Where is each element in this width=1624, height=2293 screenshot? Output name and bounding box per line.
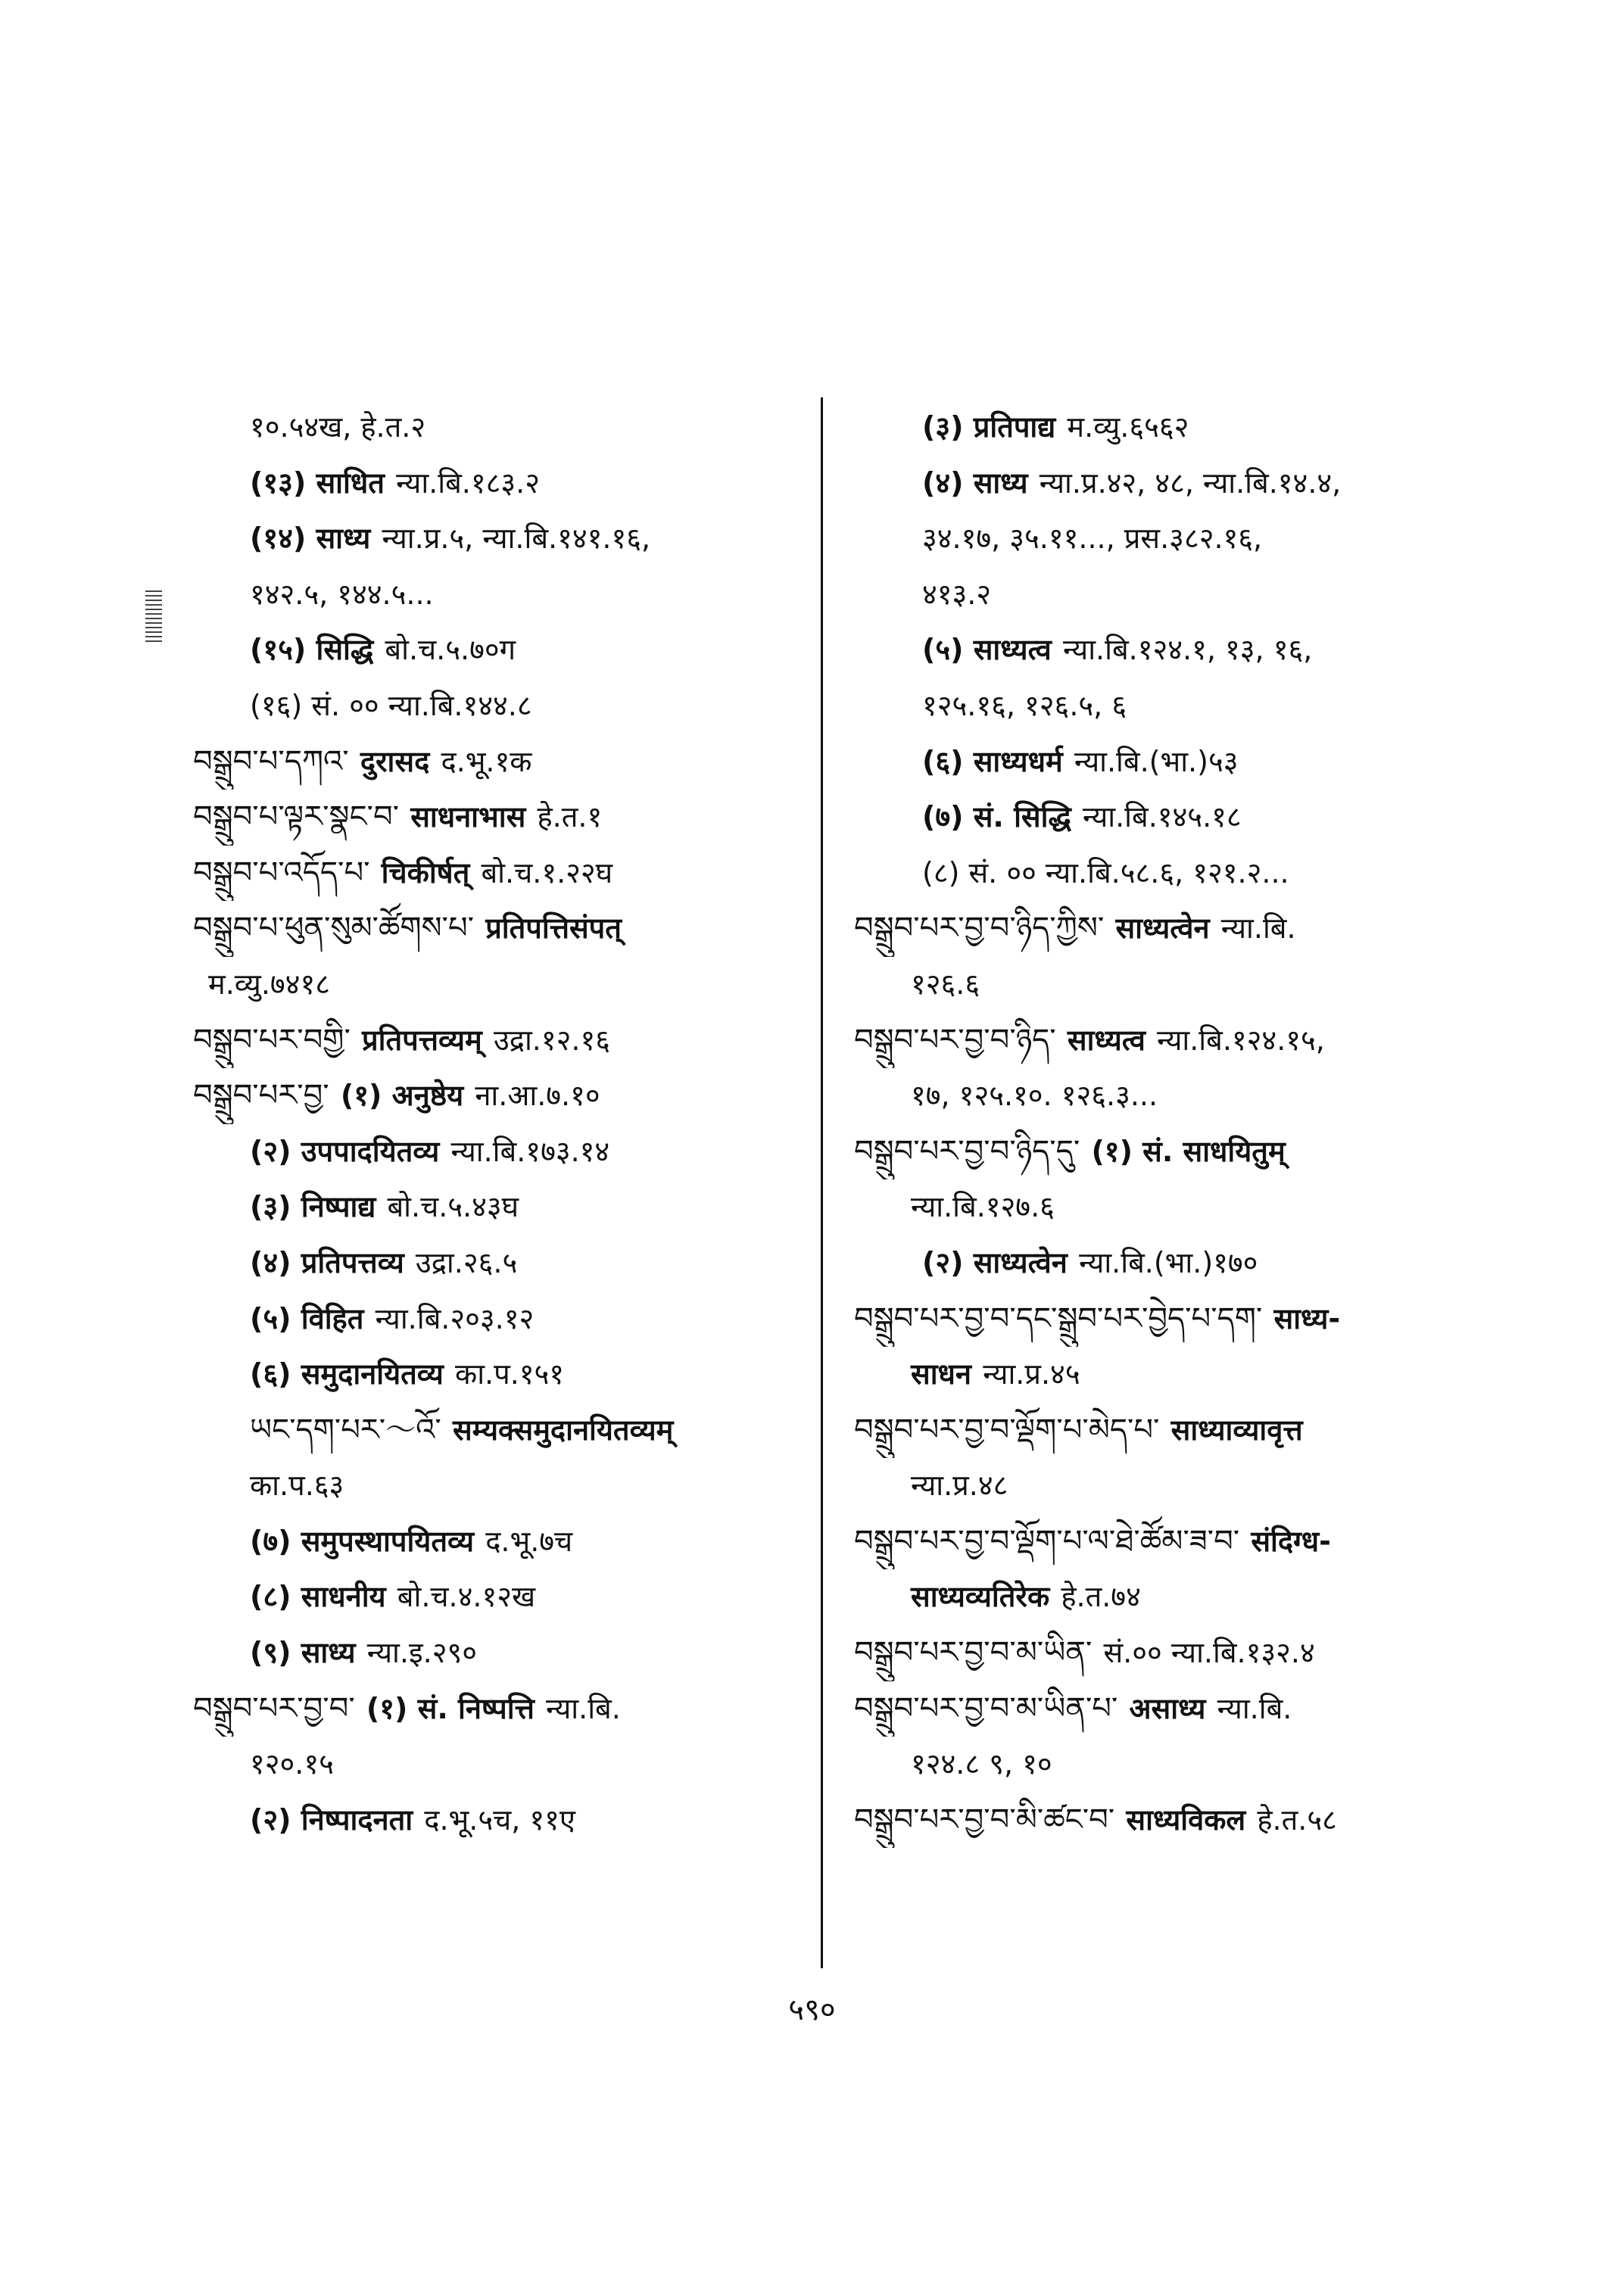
entry-sense-line (193, 957, 791, 1013)
sanskrit-equivalent: (७) सं. सिद्धि (922, 800, 1071, 834)
source-reference: न्या.बि. (1217, 1691, 1292, 1725)
entry-headword-line (854, 1681, 1460, 1737)
entry-sense-line (854, 622, 1460, 678)
tibetan-headword: བསྒྲུབ་པར་བྱ་བ་མ་ཡིན་པ་ (854, 1690, 1118, 1726)
tibetan-headword: བསྒྲུབ་པར་བྱ་བ་དང་སྒྲུབ་པར་བྱེད་པ་དག་ (854, 1301, 1263, 1336)
entry-sense-line (193, 1124, 791, 1180)
source-reference: न्या.बि.१२४.१, १३, १६, (1062, 633, 1313, 667)
source-reference: बो.च.४.१२ख (397, 1580, 536, 1614)
entry-sense-line (854, 567, 1460, 623)
entry-sense-line (854, 957, 1460, 1013)
sanskrit-equivalent: (१) सं. साधयितुम् (1091, 1134, 1286, 1168)
entry-sense-line (193, 1569, 791, 1625)
entry-headword-line (854, 1625, 1460, 1681)
entry-sense-line (854, 1737, 1460, 1793)
entry-headword-line (854, 1403, 1460, 1459)
sanskrit-equivalent: (८) साधनीय (250, 1580, 386, 1614)
sanskrit-equivalent: साध्याव्यावृत्त (1170, 1413, 1303, 1447)
entry-sense-line (854, 1458, 1460, 1514)
tibetan-headword: བསྒྲུབ་པར་བྱ་ (193, 1078, 329, 1114)
source-reference: म.व्यु.६५६२ (1067, 410, 1189, 444)
source-reference: न्या.बि. (1220, 911, 1296, 946)
sanskrit-equivalent: असाध्य (1129, 1691, 1206, 1725)
entry-text: ४१३.२ (922, 577, 992, 611)
entry-headword-line (193, 790, 791, 846)
sanskrit-equivalent: चिकीर्षत् (381, 855, 470, 889)
entry-text: १०.५४ख, हे.त.२ (250, 410, 426, 444)
source-reference: ना.आ.७.१० (475, 1079, 600, 1113)
entry-headword-line (193, 1403, 791, 1459)
source-reference: न्या.प्र.४२, ४८, न्या.बि.१४.४, (1039, 466, 1342, 500)
entry-sense-line (193, 400, 791, 456)
sanskrit-equivalent: (१३) साधित (250, 466, 385, 500)
entry-text: १२०.१५ (250, 1747, 334, 1781)
entry-headword-line (854, 1291, 1460, 1347)
source-reference: न्या.प्र.४५ (983, 1357, 1080, 1391)
sanskrit-equivalent: दुरासद (360, 744, 430, 778)
sanskrit-equivalent: (२) निष्पादनता (250, 1802, 413, 1837)
source-reference: उद्रा.१२.१६ (493, 1023, 610, 1057)
sanskrit-equivalent: (१) अनुष्ठेय (340, 1079, 464, 1113)
entry-sense-line (854, 1235, 1460, 1291)
source-reference: न्या.इ.२९० (366, 1636, 477, 1670)
tibetan-headword: བསྒྲུབ་པ་འདོད་པ་ (193, 855, 370, 890)
source-reference: बो.च.१.२२घ (481, 855, 613, 889)
sanskrit-equivalent: (२) उपपादयितव्य (250, 1134, 440, 1168)
tibetan-headword: བསྒྲུབ་པར་བྱ་བ་ལྡོག་པ་མེད་པ་ (854, 1412, 1160, 1447)
entry-headword-line (854, 1793, 1460, 1849)
entry-headword-line (854, 901, 1460, 957)
entry-sense-line (193, 511, 791, 567)
entry-headword-line (193, 1681, 791, 1737)
entry-text: १२५.१६, १२६.५, ६ (922, 688, 1127, 722)
source-reference: हे.त.७४ (1061, 1580, 1141, 1614)
source-reference: न्या.बि.१४५.१८ (1083, 800, 1242, 834)
source-reference: न्या.बि.(भा.)५३ (1074, 744, 1239, 778)
entry-headword-line (193, 901, 791, 957)
entry-sense-line (854, 1068, 1460, 1124)
entry-sense-line (193, 1458, 791, 1514)
source-reference: न्या.बि.२०३.१२ (375, 1301, 535, 1335)
entry-sense-line (193, 1179, 791, 1235)
entry-headword-line (193, 1013, 791, 1069)
entry-sense-line (854, 734, 1460, 790)
sanskrit-equivalent: प्रतिपत्तव्यम् (362, 1023, 482, 1057)
source-reference: सं.०० न्या.बि.१३२.४ (1103, 1636, 1315, 1670)
sanskrit-equivalent: (४) प्रतिपत्तव्य (250, 1245, 404, 1279)
entry-sense-line (193, 1625, 791, 1681)
entry-sense-line (193, 456, 791, 512)
source-reference: न्या.बि. (546, 1691, 621, 1725)
left-column (193, 400, 791, 1848)
entry-text: १२६.६ (911, 967, 980, 1001)
entry-headword-line (193, 734, 791, 790)
entry-sense-line (854, 1569, 1460, 1625)
entry-text: (१६) सं. ०० न्या.बि.१४४.८ (250, 688, 532, 722)
entry-sense-line (193, 622, 791, 678)
entry-sense-line (854, 846, 1460, 902)
tibetan-headword: བསྒྲུབ་པ་ཕུན་སུམ་ཚོགས་པ་ (193, 911, 474, 946)
sanskrit-equivalent: (१५) सिद्धि (250, 633, 374, 667)
source-reference: न्या.प्र.५, न्या.बि.१४१.१६, (382, 522, 651, 556)
tibetan-headword: བསྒྲུབ་པར་བྱ་བ་མི་ཚང་བ་ (854, 1802, 1115, 1837)
entry-headword-line (854, 1514, 1460, 1570)
tibetan-headword: བསྒྲུབ་པར་བྱ་བ་ཉིད་ (854, 1022, 1056, 1058)
entry-sense-line (854, 511, 1460, 567)
sanskrit-equivalent: साध्यत्वेन (1115, 911, 1210, 946)
entry-text: १४२.५, १४४.५... (250, 577, 434, 611)
source-reference: न्या.बि.(भा.)१७० (1079, 1245, 1258, 1279)
sanskrit-equivalent: (१४) साध्य (250, 522, 371, 556)
entry-sense-line (193, 567, 791, 623)
entry-text: ३४.१७, ३५.११..., प्रस.३८२.१६, (922, 522, 1263, 556)
sanskrit-equivalent: (५) विहित (250, 1301, 364, 1335)
column-divider (821, 397, 823, 1968)
tibetan-headword: བསྒྲུབ་པར་བྱ་བ་ཉིད་ཀྱིས་ (854, 911, 1105, 946)
entry-headword-line (854, 1124, 1460, 1180)
entry-text: न्या.बि.१२७.६ (911, 1190, 1055, 1224)
sanskrit-equivalent: साध्यविकल (1126, 1802, 1246, 1837)
sanskrit-equivalent: साधनाभास (410, 800, 526, 834)
source-reference: का.प.१५१ (455, 1357, 565, 1391)
sanskrit-equivalent: (४) साध्य (922, 466, 1028, 500)
sanskrit-equivalent: (२) साध्यत्वेन (922, 1245, 1068, 1279)
source-reference: द.भू.७च (485, 1524, 573, 1558)
sanskrit-equivalent: (६) समुदानयितव्य (250, 1357, 444, 1391)
entry-text: १२४.८ ९, १० (911, 1747, 1052, 1781)
entry-text: न्या.प्र.४८ (911, 1469, 1008, 1503)
entry-sense-line (854, 1179, 1460, 1235)
source-reference: उद्रा.२६.५ (415, 1245, 518, 1279)
sanskrit-equivalent: सम्यक्समुदानयितव्यम् (452, 1413, 674, 1447)
tibetan-headword: བསྒྲུབ་པ་ལྟར་སྣང་བ་ (193, 799, 399, 835)
sanskrit-equivalent: (३) निष्पाद्य (250, 1190, 376, 1224)
entry-sense-line (854, 1347, 1460, 1403)
source-reference: हे.त.५८ (1257, 1802, 1337, 1837)
entry-sense-line (193, 1235, 791, 1291)
sanskrit-equivalent: (९) साध्य (250, 1636, 356, 1670)
sanskrit-equivalent: (५) साध्यत्व (922, 633, 1052, 667)
tibetan-headword: བསྒྲུབ་པར་བྱ་བ་ (193, 1690, 355, 1726)
entry-sense-line (193, 678, 791, 734)
entry-text: १७, १२५.१०. १२६.३... (911, 1079, 1158, 1113)
page-number: ५९० (788, 1992, 836, 2027)
entry-headword-line (193, 1068, 791, 1124)
sanskrit-equivalent: साध्य- (1273, 1301, 1341, 1335)
sanskrit-equivalent: प्रतिपत्तिसंपत् (485, 911, 622, 946)
tibetan-headword: བསྒྲུབ་པ་དཀའ་ (193, 743, 349, 779)
entry-headword-line (193, 846, 791, 902)
sanskrit-equivalent: (३) प्रतिपाद्य (922, 410, 1056, 444)
source-reference: न्या.बि.१८३.२ (396, 466, 540, 500)
tibetan-headword: ཡང་དག་པར་～འོ་ (250, 1412, 441, 1447)
sanskrit-equivalent: (१) सं. निष्पत्ति (366, 1691, 535, 1725)
right-column (854, 400, 1460, 1848)
tibetan-headword: བསྒྲུབ་པར་བྱ་བ་ལྡོག་པ་ལ་ཐེ་ཚོམ་ཟ་བ་ (854, 1523, 1240, 1559)
entry-sense-line (193, 1514, 791, 1570)
sanskrit-equivalent: (६) साध्यधर्म (922, 744, 1063, 778)
source-reference: न्या.बि.१७३.१४ (450, 1134, 610, 1168)
source-reference: बो.च.५.४३घ (387, 1190, 519, 1224)
entry-text: (८) सं. ०० न्या.बि.५८.६, १२१.२... (922, 855, 1289, 889)
tibetan-headword: བསྒྲུབ་པར་བྱ་བ་མ་ཡིན་ (854, 1635, 1093, 1671)
tibetan-headword: བསྒྲུབ་པར་བྱ་བ་ཉིད་དུ་ (854, 1133, 1080, 1169)
entry-sense-line (854, 400, 1460, 456)
entry-sense-line (193, 1291, 791, 1347)
entry-sense-line (193, 1347, 791, 1403)
sanskrit-equivalent: संदिग्ध- (1251, 1524, 1331, 1558)
source-reference: द.भू.१क (441, 744, 532, 778)
sanskrit-equivalent: साधन (911, 1357, 971, 1391)
tibetan-headword: བསྒྲུབ་པར་བགྱི་ (193, 1022, 351, 1058)
margin-ruler-mark (145, 590, 162, 642)
sanskrit-equivalent: साध्यव्यतिरेक (911, 1580, 1050, 1614)
source-reference: बो.च.५.७०ग (385, 633, 516, 667)
entry-text: का.प.६३ (250, 1469, 344, 1503)
sanskrit-equivalent: साध्यत्व (1067, 1023, 1146, 1057)
entry-sense-line (854, 790, 1460, 846)
entry-sense-line (193, 1737, 791, 1793)
sanskrit-equivalent: (७) समुपस्थापयितव्य (250, 1524, 475, 1558)
source-reference: द.भू.५च, ११ए (424, 1802, 575, 1837)
source-reference: न्या.बि.१२४.१५, (1157, 1023, 1325, 1057)
entry-sense-line (854, 678, 1460, 734)
entry-text: म.व्यु.७४१८ (208, 967, 330, 1001)
source-reference: हे.त.१ (537, 800, 603, 834)
entry-headword-line (854, 1013, 1460, 1069)
entry-sense-line (193, 1793, 791, 1849)
entry-sense-line (854, 456, 1460, 512)
